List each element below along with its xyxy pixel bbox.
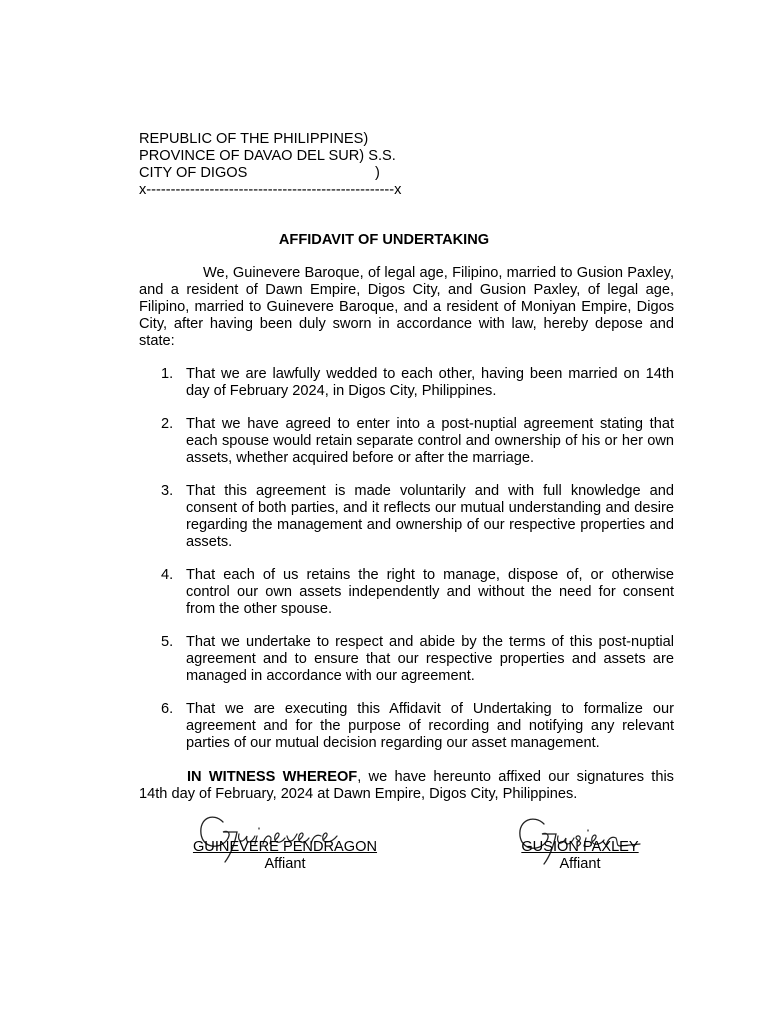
clause-text: That we are lawfully wedded to each other, having been married on 14th day of February 2024, in Digos City, Philippines.	[186, 366, 674, 399]
clause-number: 1.	[161, 366, 174, 382]
signatory-role-guinevere: Affiant	[264, 856, 306, 872]
caption-city-text: CITY OF DIGOS	[139, 165, 248, 181]
signatory-name-gusion: GUSION PAXLEY	[521, 839, 639, 855]
clause-number: 5.	[161, 634, 174, 650]
intro-paragraph: We, Guinevere Baroque, of legal age, Filipino, married to Gusion Paxley, and a resident of Dawn Empire, Digos City, and Gusion Paxley, of legal age, Filipino, married to Guinevere Baroque, and a resident of Moniyan Empire, Digos City, after having been duly sworn in accordance with law, hereby depose and state:	[139, 265, 674, 349]
clause-item	[139, 634, 674, 685]
caption-line-province: PROVINCE OF DAVAO DEL SUR) S.S.	[139, 148, 396, 164]
witness-lead: IN WITNESS WHEREOF	[187, 769, 358, 785]
clause-item	[139, 701, 674, 752]
caption-line-republic: REPUBLIC OF THE PHILIPPINES)	[139, 131, 369, 147]
witness-paragraph	[139, 769, 674, 803]
clause-text: That we undertake to respect and abide by the terms of this post-nuptial agreement and to ensure that our respective properties and assets are managed in accordance with our agreement.	[186, 634, 674, 684]
clause-item	[139, 567, 674, 618]
clause-item	[139, 416, 674, 467]
caption-city-paren: )	[375, 165, 380, 181]
caption-divider: x---------------------------------------------------x	[139, 182, 402, 198]
signature-block-gusion	[460, 806, 700, 876]
clause-number: 2.	[161, 416, 174, 432]
clause-item	[139, 483, 674, 551]
clause-text: That we have agreed to enter into a post-nuptial agreement stating that each spouse would retain separate control and ownership of his or her own assets, whether acquired before or after the marriage.	[186, 416, 674, 466]
clause-number: 6.	[161, 701, 174, 717]
signatory-name-guinevere: GUINEVERE PENDRAGON	[192, 839, 378, 855]
clause-text: That each of us retains the right to manage, dispose of, or otherwise control our own assets independently and without the need for consent from the other spouse.	[186, 567, 674, 617]
document-title: AFFIDAVIT OF UNDERTAKING	[278, 232, 490, 248]
clause-item	[139, 366, 674, 400]
clause-list	[139, 366, 674, 768]
signature-block-guinevere	[165, 806, 405, 876]
clause-text: That we are executing this Affidavit of Undertaking to formalize our agreement and for the purpose of recording and notifying any relevant parties of our mutual decision regarding our asset management.	[186, 701, 674, 751]
signatory-role-gusion: Affiant	[559, 856, 601, 872]
venue-caption	[139, 131, 459, 199]
clause-number: 4.	[161, 567, 174, 583]
clause-number: 3.	[161, 483, 174, 499]
clause-text: That this agreement is made voluntarily and with full knowledge and consent of both parties, and it reflects our mutual understanding and desire regarding the management and ownership of our respective properties and assets.	[186, 483, 674, 550]
caption-line-city	[139, 165, 459, 182]
witness-text: , we have hereunto affixed our signatures this 14th day of February, 2024 at Dawn Empire, Digos City, Philippines.	[139, 769, 674, 802]
